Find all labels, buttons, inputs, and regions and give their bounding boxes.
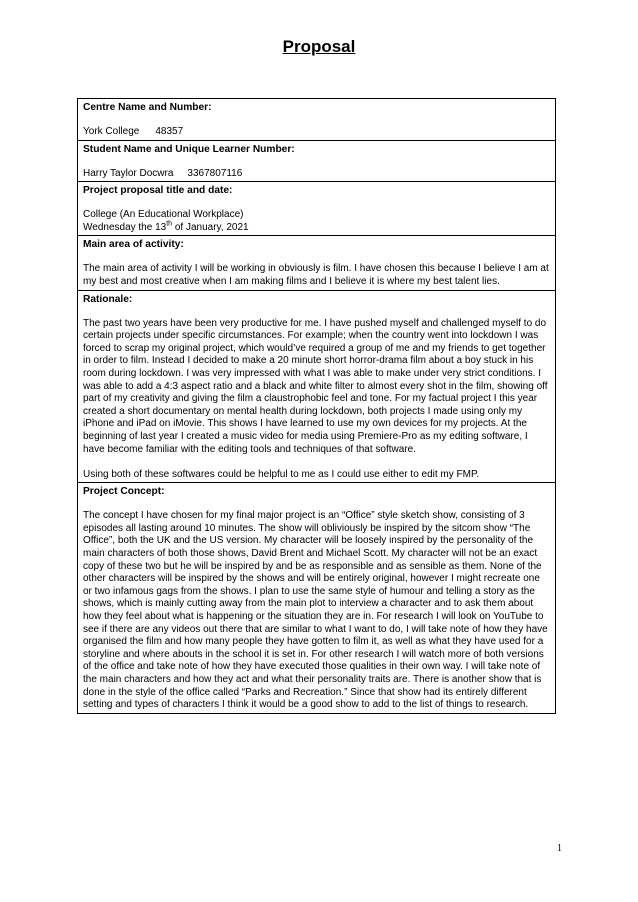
rationale-body [83,318,551,483]
main-area-body [83,263,551,289]
main-area-heading: Main area of activity: [83,239,184,251]
concept-text: The concept I have chosen for my final major project is an “Office” style sketch show, consisting of 3 episodes all lasting around 10 minutes. The show will obliviously be inspired by the sitcom show “The Office”, both the UK and the US version. My character will be loosely inspired by the personality of the main characters of both those shows, David Brent and Michael Scott. My character will not be an exact copy of these two but he will be inspired by and be as responsible and as sensible as them. None of the other characters will be inspired by the shows and will be entirely original, however I might recreate one or two infamous gags from the shows. I plan to use the same style of humour and telling a story as the shows, which is mainly cutting away from the main plot to interview a character and to ask them about how they feel about what is happening or the situation they are in. For research I will look on YouTube to see if there are any videos out there that are similar to what I want to do, I will take note of how they have organised the film and how many people they have gotten to film it, as well as what they have used for a storyline and where abouts in the school it is set in. For other research I will watch more of both versions of the office and take note of how they have executed those qualities in their own way. I will take note of the main characters and how they act and what their personality traits are. There is another show that is done in the style of the office called “Parks and Recreation.” Since that show had its entirely different setting and types of characters I think it would be a good show to add to the list of things to research. [83,510,548,711]
student-name: Harry Taylor Docwra [83,167,174,179]
project-title-section [78,181,555,235]
project-date: Wednesday the 13th of January, 2021 [83,220,249,233]
concept-section [78,482,555,713]
main-area-section [78,235,555,289]
student-section [78,140,555,182]
concept-heading: Project Concept: [83,486,165,498]
rationale-heading: Rationale: [83,293,133,305]
centre-section [78,99,555,140]
project-title-heading: Project proposal title and date: [83,185,233,197]
rationale-paragraph-2: Using both of these softwares could be helpful to me as I could use either to edit my FMP. [83,468,480,480]
page-number: 1 [557,843,562,854]
main-area-text: The main area of activity I will be working in obviously is film. I have chosen this because I believe I am at my best and most creative when I am making films and I believe it is where my best talent lies. [83,263,549,287]
centre-number: 48357 [155,126,184,137]
student-body [83,168,551,182]
proposal-form [77,98,556,714]
student-heading: Student Name and Unique Learner Number: [83,143,295,155]
centre-heading: Centre Name and Number: [83,102,212,113]
student-uln: 3367807116 [187,167,243,179]
document-title: Proposal [282,37,356,56]
project-title-text: College (An Educational Workplace) [83,209,244,221]
centre-name: York College [83,126,140,137]
rationale-paragraph-1: The past two years have been very productive for me. I have pushed myself and challenged myself to do certain projects under specific circumstances. For example; when the country went into lockdown I was forced to scrap my original project, which would’ve required a group of me and my friends to get together in order to film. Instead I decided to make a 20 minute short horror-drama film about a boy stuck in his room during lockdown. I was very impressed with what I was able to make under very strict conditions. I was able to add a 4:3 aspect ratio and a black and white filter to almost every shot in the film, showing off part of my creativity and giving the film a claustrophobic feel and tone. For my factual project I this year created a short documentary on mental health during lockdown, both projects I made using only my iPhone and iPad on iMovie. This shows I have learned to use my own devices for my projects. At the beginning of last year I created a music video for media using Premiere-Pro as my editing software, I have become familiar with the editing tools and techniques of that software. [83,317,548,455]
centre-body [83,126,551,140]
project-title-body [83,209,551,235]
concept-body [83,510,551,713]
rationale-section [78,290,555,483]
